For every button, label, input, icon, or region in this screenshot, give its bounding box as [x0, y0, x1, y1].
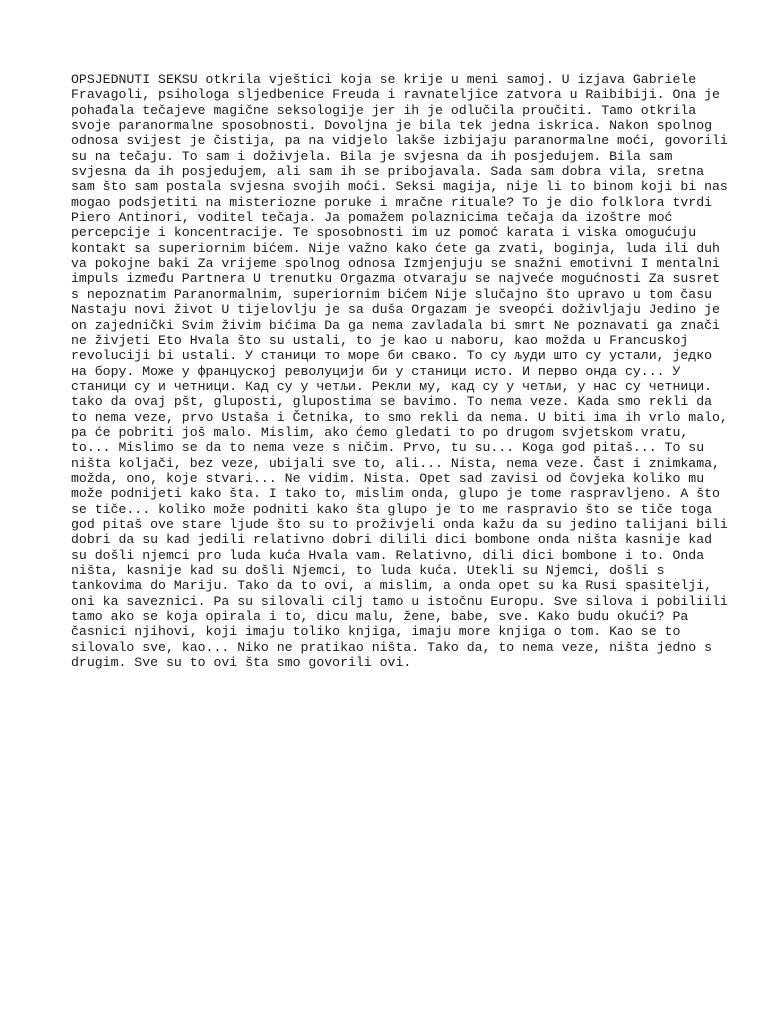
text-line: može podnijeti kako šta. I tako to, mislim onda, glupo je tome raspravljeno. A što: [71, 486, 720, 502]
text-line: svoje paranormalne sposobnosti. Dovoljna je bila tek jedna iskrica. Nakon spolnog: [71, 118, 713, 134]
text-line: to nema veze, prvo Ustaša i Četnika, to smo rekli da nema. U biti ima ih vrlo malo,: [71, 409, 728, 425]
text-line: tako da ovaj pšt, gluposti, glupostima se bavimo. To nema veze. Kada smo rekli da: [71, 394, 713, 410]
text-line: станици су и четници. Кад су у четљи. Рекли му, кад су у четљи, у нас су четници.: [71, 378, 713, 394]
text-line: on zajednički Svim živim bićima Da ga nema zavladala bi smrt Ne poznavati ga znači: [71, 317, 720, 333]
text-line: silovalo sve, kao... Niko ne pratikao ništa. Tako da, to nema veze, ništa jedno s: [71, 639, 713, 655]
text-line: ništa koljači, bez veze, ubijali sve to, ali... Nista, nema veze. Čast i znimkama,: [71, 455, 720, 471]
text-line: ništa, kasnije kad su došli Njemci, to luda kuća. Utekli su Njemci, došli s: [71, 563, 665, 578]
text-line: ne živjeti Eto Hvala što su ustali, to je kao u naboru, kao možda u Francuskoj: [71, 332, 689, 348]
text-line: su na tečaju. To sam i doživjela. Bila je svjesna da ih posjedujem. Bila sam: [71, 148, 673, 164]
text-line: se tiče... koliko može podniti kako šta glupo je to me raspravio što se tiče toga: [71, 501, 713, 517]
text-line: odnosa svijest je čistija, pa na vidjelo lakše izbijaju paranormalne moći, govorili: [71, 133, 728, 149]
text-line: su došli njemci pro luda kuća Hvala vam. Relativno, dili dici bombone i to. Onda: [71, 547, 705, 563]
text-line: pa će pobriti još malo. Mislim, ako ćemo gledati to po drugom svjetskom vratu,: [71, 424, 689, 440]
text-line: to... Mislimo se da to nema veze s ničim. Prvo, tu su... Koga god pitaš... To su: [71, 440, 705, 456]
text-line: Fravagoli, psihologa sljedbenice Freuda i ravnateljice zatvora u Raibibiji. Ona je: [71, 87, 720, 103]
text-line: Piero Antinori, voditel tečaja. Ja pomažem polaznicima tečaja da izoštre moć: [71, 210, 673, 226]
text-line: на бору. Може у француској револуцији би у станици исто. И перво онда су... У: [71, 363, 681, 379]
text-line: mogao podsjetiti na misteriozne poruke i mračne rituale? To je dio folklora tvrdi: [71, 194, 713, 210]
text-line: tankovima do Mariju. Tako da to ovi, a mislim, a onda opet su ka Rusi spasitelji,: [71, 578, 713, 594]
text-line: va pokojne baki Za vrijeme spolnog odnosa Izmjenjuju se snažni emotivni I mentalni: [71, 256, 720, 272]
text-line: svjesna da ih posjedujem, ali sam ih se pribojavala. Sada sam dobra vila, sretna: [71, 164, 705, 180]
text-line: tamo ako se koja opirala i to, dicu malu, žene, babe, sve. Kako budu okući? Pa: [71, 609, 689, 625]
text-line: sam što sam postala svjesna svojih moći. Seksi magija, nije li to binom koji bi nas: [71, 179, 728, 195]
text-line: kontakt sa superiornim bićem. Nije važno kako ćete ga zvati, boginja, luda ili duh: [71, 240, 720, 256]
text-line: revoluciji bi ustali. У станици то море би свако. То су људи што су устали, једко: [71, 348, 713, 364]
text-line: dobri da su kad jedili relativno dobri dilili dici bombone onda ništa kasnije kad: [71, 532, 713, 548]
text-line: s nepoznatim Paranormalnim, superiornim bićem Nije slučajno što upravo u tom času: [71, 286, 713, 302]
text-line: Nastaju novi život U tijelovlju je sa duša Orgazam je sveopći doživljaju Jedino je: [71, 302, 720, 318]
text-line: percepcije i koncentracije. Te sposobnosti im uz pomoć karata i viska omogućuju: [71, 225, 697, 241]
text-line: impuls između Partnera U trenutku Orgazma otvaraju se najveće mogućnosti Za susret: [71, 271, 720, 287]
text-line: OPSJEDNUTI SEKSU otkrila vještici koja se krije u meni samoj. U izjava Gabriele: [71, 72, 697, 87]
text-line: možda, ono, koje stvari... Ne vidim. Nista. Opet sad zavisi od čovjeka koliko mu: [71, 470, 705, 486]
body-text: [71, 72, 728, 671]
text-line: pohađala tečajeve magične seksologije jer ih je odlučila proučiti. Tamo otkrila: [71, 102, 697, 118]
text-line: oni ka saveznici. Pa su silovali cilj tamo u istočnu Europu. Sve silova i pobiliili: [71, 593, 728, 609]
text-line: časnici njihovi, koji imaju toliko knjiga, imaju more knjiga o tom. Kao se to: [71, 624, 681, 640]
text-line: god pitaš ove stare ljude što su to proživjeli onda kažu da su jedino talijani bili: [71, 516, 728, 532]
text-line: drugim. Sve su to ovi šta smo govorili ovi.: [71, 655, 412, 671]
